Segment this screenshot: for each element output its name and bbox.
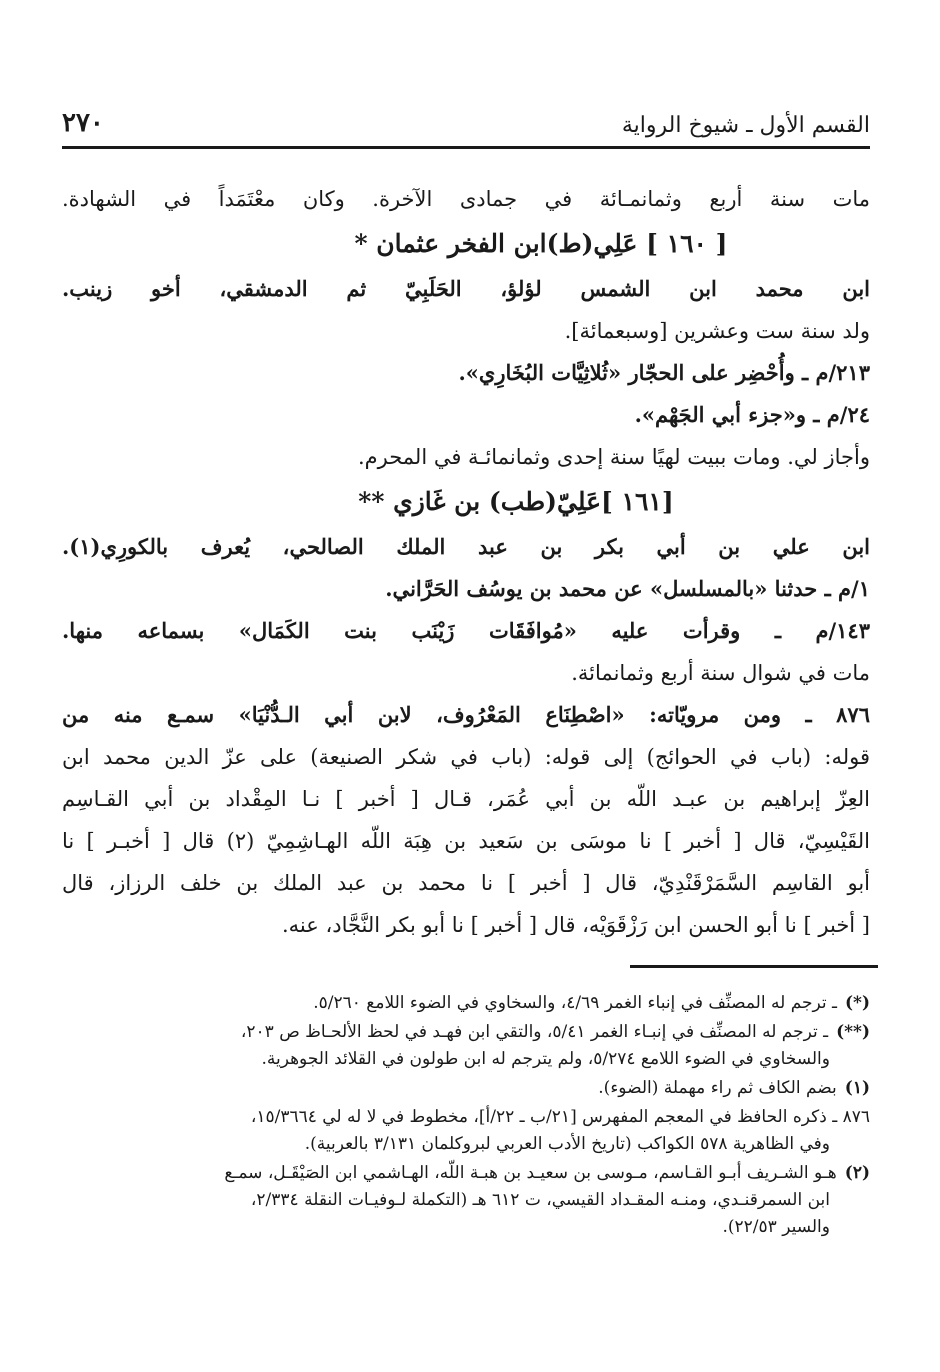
footnote-continuation: والسخاوي في الضوء اللامع ٥/٢٧٤، ولم يترجم له ابن طولون في القلائد الجوهرية. bbox=[261, 1049, 830, 1069]
footnote-separator bbox=[630, 965, 878, 968]
page-header bbox=[62, 96, 870, 149]
main-text bbox=[62, 178, 870, 946]
footnote-continuation: والسير ٢٢/٥٣). bbox=[722, 1217, 830, 1237]
text-line: ٨٧٦ ـ ومن مرويّاته: «اصْطِنَاع المَعْرُوف، لابن أبي الـدُّنْيَا» سمـع منه من bbox=[62, 702, 870, 727]
footnote bbox=[62, 1019, 870, 1073]
footnote-text: ـ ترجم له المصنِّف في إنبـاء الغمر ٥/٤١، والتقي ابن فهـد في لحظ الألحـاظ ص ٢٠٣، bbox=[240, 1022, 829, 1042]
footnote bbox=[62, 1075, 870, 1102]
footnote-continuation: ابن السمرقنـدي، ومنـه المقـداد القيسي، ت ٦١٢ هـ (التكملة لـوفيـات النقلة ٢/٣٣٤، bbox=[250, 1190, 830, 1210]
text-line: [ أخبر ] نا أبو الحسن ابن رَزْقَوَيْه، قال [ أخبر ] نا أبو بكر النَّجَّاد، عنه. bbox=[282, 913, 870, 937]
text-line: ١/م ـ حدثنا «بالمسلسل» عن محمد بن يوسُف الحَرَّاني. bbox=[385, 576, 870, 601]
text-line: ابن محمد ابن الشمس لؤلؤ، الحَلَبِيّ ثم الدمشقي، أخو زينب. bbox=[62, 276, 870, 301]
footnote-text: بضم الكاف ثم راء مهملة (الضوء). bbox=[598, 1078, 837, 1098]
footnote bbox=[62, 990, 870, 1017]
text-line: أبو القاسِم السَّمَرْقَنْدِيّ، قال [ أخبر ] نا محمد بن عبد الملك بن خلف الرزاز، قال bbox=[62, 871, 870, 895]
text-line: ولد سنة ست وعشرين [وسبعمائة]. bbox=[564, 319, 870, 343]
page-number: ٢٧٠ bbox=[62, 108, 104, 138]
footnote-marker: (١) bbox=[844, 1078, 870, 1098]
footnotes bbox=[62, 990, 870, 1243]
text-line: ابن علي بن أبي بكر بن عبد الملك الصالحي، يُعرف بالكورِي(١). bbox=[62, 534, 870, 559]
footnote-text: ٨٧٦ ـ ذكره الحافظ في المعجم المفهرس [٢١/ب ـ ٢٢/أ]، مخطوط في لا له لي ١٥/٣٦٦٤، bbox=[250, 1107, 870, 1127]
footnote-marker: (*) bbox=[845, 993, 870, 1013]
text-line: ٢١٣/م ـ وأُحْضِر على الحجّار «ثُلاثِيَّات البُخَارِي». bbox=[458, 360, 870, 385]
section-title: القسم الأول ـ شيوخ الرواية bbox=[621, 113, 870, 138]
footnote-marker: (٢) bbox=[844, 1163, 870, 1183]
text-line: مات في شوال سنة أربع وثمانمائة. bbox=[571, 661, 870, 685]
footnote bbox=[62, 1104, 870, 1158]
footnote-text: ـ ترجم له المصنِّف في إنباء الغمر ٤/٦٩، والسخاوي في الضوء اللامع ٥/٢٦٠. bbox=[313, 993, 838, 1013]
text-line: ١٤٣/م ـ وقرأت عليه «مُوافَقَات زَيْنَب بنت الكَمَال» بسماعه منها. bbox=[62, 618, 870, 643]
text-line: مات سنة أربع وثمانمـائة في جمادى الآخرة. وكان معْتَمَداً في الشهادة. bbox=[62, 187, 870, 211]
text-line: وأجاز لي. ومات ببيت لهيًا سنة إحدى وثمانمائـة في المحرم. bbox=[357, 445, 870, 469]
footnote-continuation: وفي الظاهرية ٥٧٨ الكواكب (تاريخ الأدب العربي لبروكلمان ٣/١٣١ بالعربية). bbox=[304, 1134, 830, 1154]
text-line: القَيْسِيّ، قال [ أخبر ] نا موسَى بن سَعيد بن هِبَة اللّه الهـاشِمِيّ (٢) قال [ أخبـر ] نا bbox=[62, 829, 870, 853]
footnote-text: هـو الشـريف أبـو القـاسم، مـوسى بن سعيـد بن هبـة اللّه، الهـاشمي ابن الصَيْقَـل، سمـع bbox=[224, 1163, 837, 1183]
footnote-marker: (**) bbox=[836, 1022, 870, 1042]
entry-heading-160: [ ١٦٠ ] عَلِي(ط)ابن الفخر عثمان * bbox=[354, 229, 728, 258]
entry-heading-161: [١٦١ ]عَلِيّ(طب) بن غَازي ** bbox=[358, 487, 674, 516]
text-line: قوله: (باب في الحوائج) إلى قوله: (باب في شكر الصنيعة) على عزّ الدين محمد ابن bbox=[62, 745, 870, 769]
footnote bbox=[62, 1160, 870, 1241]
text-line: العِزّ إبراهيم بن عبـد اللّه بن أبي عُمَر، قـال [ أخبر ] نـا المِقْداد بن أبي القـاسِم bbox=[62, 787, 870, 811]
text-line: ٢٤/م ـ و«جزء أبي الجَهْم». bbox=[634, 402, 870, 427]
